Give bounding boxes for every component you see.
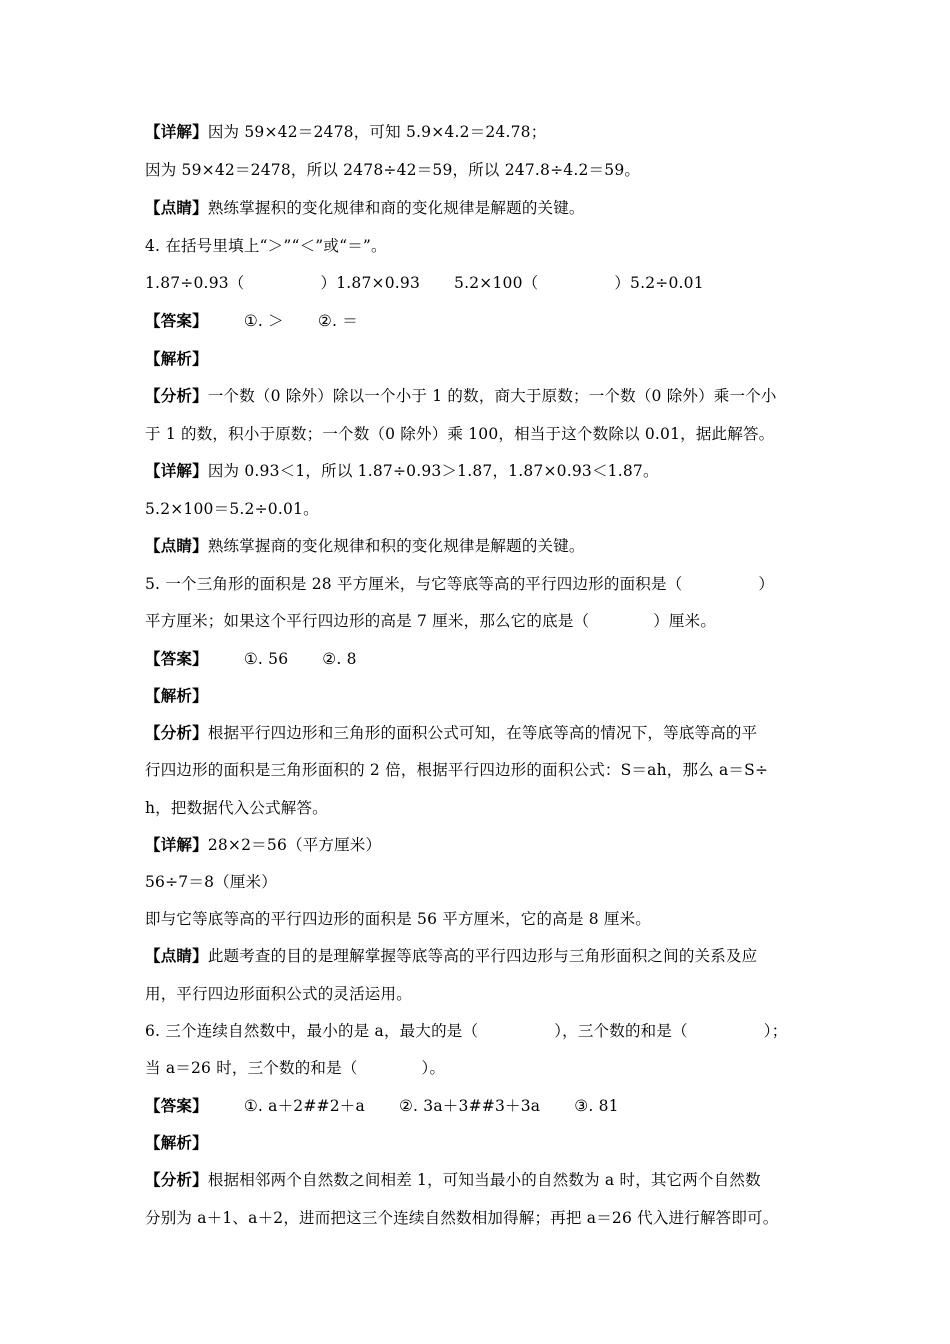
question-text-mid: ），三个数的和是（ <box>554 1022 688 1040</box>
answer-line-q5 <box>145 648 815 670</box>
text-content: 5.2×100＝5.2÷0.01。 <box>145 500 319 518</box>
detail-line-q4 <box>145 460 815 482</box>
question-text: 6. 三个连续自然数中，最小的是 a，最大的是（ <box>145 1022 479 1040</box>
text-line <box>145 908 815 930</box>
tip-line-q5 <box>145 945 815 967</box>
tip-line-q3 <box>145 197 815 219</box>
analysis-text: 根据平行四边形和三角形的面积公式可知，在等底等高的情况下，等底等高的平 <box>207 724 758 742</box>
detail-tag: 【详解】 <box>145 122 208 141</box>
analysis-tag: 【解析】 <box>145 349 208 368</box>
question-text: 当 a＝26 时，三个数的和是（ <box>145 1059 358 1077</box>
text-content: 行四边形的面积是三角形面积的 2 倍，根据平行四边形的面积公式：S＝ah，那么 a＝S÷ <box>145 761 769 779</box>
text-content: 分别为 a＋1、a＋2，进而把这三个连续自然数相加得解；再把 a＝26 代入进行解答即可。 <box>145 1209 779 1227</box>
analysis-text: 一个数（0 除外）除以一个小于 1 的数，商大于原数；一个数（0 除外）乘一个小 <box>207 387 777 405</box>
detail-text: 因为 59×42＝2478，可知 5.9×4.2＝24.78； <box>207 123 547 141</box>
compare-left-1: 1.87÷0.93（ <box>145 274 245 292</box>
analysis-sub-tag: 【分析】 <box>145 1170 208 1189</box>
analysis-heading-q5 <box>145 685 815 707</box>
answer-line-q6 <box>145 1095 815 1117</box>
text-line <box>145 759 815 781</box>
question-6-line-1 <box>145 1020 815 1042</box>
answer-1: ①. 56 <box>243 650 289 668</box>
answer-1: ①. ＞ <box>243 312 284 330</box>
answer-1: ①. a＋2##2＋a <box>243 1097 365 1115</box>
detail-line-q3 <box>145 121 815 143</box>
analysis-sub-tag: 【分析】 <box>145 723 208 742</box>
text-content: 用，平行四边形面积公式的灵活运用。 <box>145 985 412 1003</box>
text-content: 56÷7＝8（厘米） <box>145 873 277 891</box>
text-content: 即与它等底等高的平行四边形的面积是 56 平方厘米，它的高是 8 厘米。 <box>145 910 651 928</box>
question-text: 平方厘米；如果这个平行四边形的高是 7 厘米，那么它的底是（ <box>145 612 590 630</box>
answer-2: ②. 8 <box>322 650 357 668</box>
question-4-items <box>145 272 815 294</box>
detail-tag: 【详解】 <box>145 835 208 854</box>
tip-tag: 【点睛】 <box>145 198 208 217</box>
tip-text: 此题考查的目的是理解掌握等底等高的平行四边形与三角形面积之间的关系及应 <box>207 947 758 965</box>
text-content: 因为 59×42＝2478，所以 2478÷42＝59，所以 247.8÷4.2＝59。 <box>145 161 641 179</box>
text-line <box>145 797 815 819</box>
analysis-tag: 【解析】 <box>145 1133 208 1152</box>
text-line <box>145 871 815 893</box>
text-line <box>145 423 815 445</box>
answer-2: ②. ＝ <box>317 312 358 330</box>
text-content: h，把数据代入公式解答。 <box>145 799 328 817</box>
question-text: 5. 一个三角形的面积是 28 平方厘米，与它等底等高的平行四边形的面积是（ <box>145 575 683 593</box>
question-5-line-2 <box>145 610 815 632</box>
analysis-line-q5 <box>145 722 815 744</box>
text-line <box>145 983 815 1005</box>
question-6-line-2 <box>145 1057 815 1079</box>
analysis-sub-tag: 【分析】 <box>145 386 208 405</box>
detail-text: 28×2＝56（平方厘米） <box>207 836 382 854</box>
text-content: 于 1 的数，积小于原数；一个数（0 除外）乘 100，相当于这个数除以 0.01，据此解答。 <box>145 425 775 443</box>
tip-line-q4 <box>145 535 815 557</box>
detail-tag: 【详解】 <box>145 461 208 480</box>
tip-tag: 【点睛】 <box>145 536 208 555</box>
detail-line-q5 <box>145 834 815 856</box>
answer-2: ②. 3a＋3##3＋3a <box>398 1097 541 1115</box>
answer-tag: 【答案】 <box>145 311 208 330</box>
analysis-line-q6 <box>145 1169 815 1191</box>
question-text-end: ）厘米。 <box>653 612 717 630</box>
detail-text: 因为 0.93＜1，所以 1.87÷0.93＞1.87，1.87×0.93＜1.87。 <box>207 462 659 480</box>
question-text-end: ）； <box>763 1022 788 1040</box>
answer-3: ③. 81 <box>574 1097 619 1115</box>
compare-left-2: 5.2×100（ <box>454 274 539 292</box>
tip-text: 熟练掌握商的变化规律和积的变化规律是解题的关键。 <box>207 537 585 555</box>
analysis-line-q4 <box>145 385 815 407</box>
tip-tag: 【点睛】 <box>145 946 208 965</box>
compare-right-1: ）1.87×0.93 <box>320 274 421 292</box>
analysis-heading-q6 <box>145 1132 815 1154</box>
analysis-tag: 【解析】 <box>145 686 208 705</box>
text-line <box>145 1207 815 1229</box>
answer-tag: 【答案】 <box>145 1096 208 1115</box>
question-text-end: ） <box>758 575 775 593</box>
analysis-text: 根据相邻两个自然数之间相差 1，可知当最小的自然数为 a 时，其它两个自然数 <box>207 1171 761 1189</box>
question-4-title <box>145 235 815 257</box>
question-text-end: ）。 <box>421 1059 446 1077</box>
question-5-line-1 <box>145 573 815 595</box>
analysis-heading-q4 <box>145 348 815 370</box>
compare-right-2: ）5.2÷0.01 <box>614 274 704 292</box>
answer-tag: 【答案】 <box>145 649 208 668</box>
text-line <box>145 498 815 520</box>
answer-line-q4 <box>145 310 815 332</box>
tip-text: 熟练掌握积的变化规律和商的变化规律是解题的关键。 <box>207 199 585 217</box>
text-line <box>145 159 815 181</box>
question-text: 4. 在括号里填上“＞”“＜”或“＝”。 <box>145 237 387 255</box>
